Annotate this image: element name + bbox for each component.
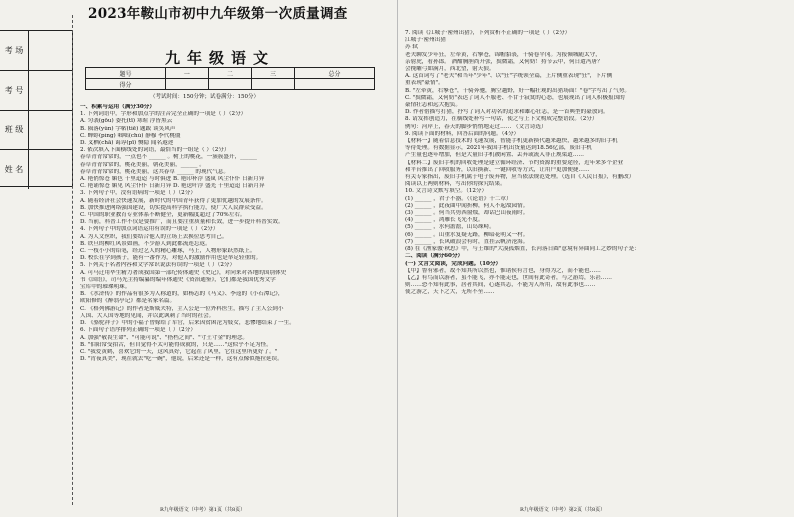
question-line: A. 这首词写了"老夫"和当年"少年"、以"狂"字统领全篇，上片侧重表现"狂"，下片侧: [405, 73, 613, 80]
sidebar-value-field[interactable]: [29, 31, 72, 70]
right-column: [405, 30, 780, 297]
question-line: 春草青青常常的，桃花美丽，朝花美丽，______ 。: [80, 161, 205, 168]
question-line: (3) ______ 。何当共剪西窗烛，却话巴山夜雨时。: [405, 210, 529, 217]
score-table: [85, 67, 375, 90]
question-line: 5. 下列关于名著内容和文学常识说法有误的一项是（ ）（2分）: [80, 262, 236, 269]
sidebar-value-field[interactable]: [29, 150, 72, 189]
question-line: 豪情壮志和远大抱负。: [405, 102, 461, 109]
question-line: C. 蝉蜉(píng) 咄咄(chù) 静穆 李代桃僵: [80, 132, 181, 139]
question-line: C. 艳诵惊苍 媚见 风尘仆仆 日新月异 D. 艳送叶浮 盛光 千里迢迢 日新月异: [80, 183, 265, 190]
question-line: D. 《骆驼祥子》中的小福子曾嫁给了军官，后来因贫困沦为妓女，悲惨地结束了一生。: [80, 320, 295, 327]
question-line: 苏 轼: [405, 44, 418, 51]
question-line: 使之游之，天下之大，无所不至……: [405, 289, 495, 296]
question-line: (2) ______ ，此夜曲中闻折柳，何人不起故园情。: [405, 202, 529, 209]
sidebar-value-field[interactable]: [29, 71, 72, 110]
question-line: 和平台推出了回收服务，以旧换新、一键回收等方式，让用户更加便捷……: [405, 166, 590, 173]
question-line: A. 艳俏惊苍 媚色 千里迢迢 与时俱进 B. 艳印补浮 盛岚 风尘仆仆 日新月异: [80, 176, 265, 183]
question-line: A. 匀袭(gōu) 委托(tī) 寒暄 浮皆黑云: [80, 118, 173, 125]
question-line: 老夫聊发少年狂，左牵黄，右擎苍，锦帽貂裘，千骑卷平冈。为报倾城随太守，: [405, 51, 601, 58]
question-line: D. 校长在学到孩子，能有一番作为，对他人的激励作用也是举足轻重的。: [80, 255, 262, 262]
question-line: 8. 请发挥创造力，在横线处补写一句话，使之与上下文构成完整语段。（2分）: [405, 116, 598, 123]
score-header-cell: 题号: [86, 68, 166, 79]
score-cell[interactable]: [165, 79, 208, 90]
question-line: D. 作者借描写打猎，抒写了词人对功名的追求和雄心壮志，是一首典型的豪放词。: [405, 109, 609, 116]
question-line: A. 随着经济社会快速发展，新时代的中国青年获得了更加优越的发展条件。: [80, 197, 267, 204]
question-line: 重表现"豪情"。: [405, 80, 444, 87]
score-cell[interactable]: [295, 79, 375, 90]
question-line: 等待处理。有数据显示，2021年我国手机出货量达到18.56亿部，废旧手机: [405, 145, 592, 152]
question-line: 【乙】有鸟而以游者，虽不能飞，亦不能走也，世间有此奇者，与之游焉，乐甚……: [405, 274, 612, 281]
question-line: 宝库中的璀璨明珠。: [80, 284, 131, 291]
question-line: 10. 文言诗文默写填空。（12分）: [405, 188, 488, 195]
question-line: 9. 阅读下面的材料，回答后面的问题。（4分）: [405, 130, 520, 137]
sidebar-label: 班 级: [0, 111, 29, 150]
score-row-label: 得分: [86, 79, 166, 90]
question-line: 【材料一】随着信息技术的飞速发展，智能手机更新换代越来越快，越来越多的旧手机: [405, 138, 618, 145]
question-line: B. 《水浒传》的作品有很多为人称道的，如杨志的《马义》、李逵的《小石潭记》，: [80, 291, 284, 298]
exam-title: 2023年鞍山市初中九年级第一次质量调查: [88, 6, 348, 22]
question-line: A. 加强"敬畏生命"、"可能可说"、"搭档之间"、"寸土寸金"的理念。: [80, 334, 249, 341]
question-line: 例句：河岸上，春天的脚步悄悄地走过…… （文言诗选）: [405, 123, 547, 130]
score-header-cell: 一: [165, 68, 208, 79]
score-header-cell: 总分: [295, 68, 375, 79]
question-line: 【甲】鲁有邪者，故不知其所以然也，惟诸侯有言也，身得为之，而不能也……: [405, 267, 601, 274]
score-cell[interactable]: [252, 79, 295, 90]
question-line: (6) ______ 。山重水复疑无路，柳暗花明又一村。: [405, 231, 529, 238]
left-column: [80, 104, 392, 363]
question-line: (1) ______ ，君子不器。（《论语》十二章）: [405, 195, 512, 202]
question-line: (4) ______ ，鸿雁长飞光不度。: [405, 217, 484, 224]
question-line: 有关专家指出，废旧手机属于电子废弃物，应当依法规范处理。（选自《人民日报》，有删改）: [405, 174, 635, 181]
question-line: 一、积累与运用（满分30分）: [80, 104, 155, 110]
question-line: C. "我爱黄鹤，喜欢它的一天，这风真好，它起在了风里，它在这里所更好了。": [80, 348, 278, 355]
question-line: 书《国语》，司马光主持编纂的编年体通史《资治通鉴》，它们都是我国优秀文学: [80, 276, 276, 283]
question-line: 1. 下列词语中，字形和加点字的注音完全正确的一项是（ ）（2分）: [80, 111, 247, 118]
sidebar-row: [0, 150, 72, 189]
sidebar-label: 考 场: [0, 31, 29, 70]
question-line: 则……恐不知有此事，居者其间，心遂其志，不能为人所用，故有此事也……: [405, 282, 596, 289]
binding-line: [72, 15, 73, 505]
question-line: D. 叉栖(chā) 诲谆(pī) 恻隐 闻名遐迩: [80, 140, 174, 147]
question-line: 6. 下面句子语序排列正确的一项是（ ）（2分）: [80, 327, 196, 334]
question-line: B. 陨落(yǔn) 字帖(tiē) 题跋 谈笑风声: [80, 125, 176, 132]
question-line: 2. 依次填入下面横线处的词语，最恰当的一组是（ ）（2分）: [80, 147, 230, 154]
question-line: 春草青青常常的，桃花美丽，这共春草 ______ 的现代气息。: [80, 168, 229, 175]
question-line: 3. 下列句子中，没有语病的一项是（ ）（2分）: [80, 190, 196, 197]
sidebar-label: 姓 名: [0, 150, 29, 189]
question-line: (一) 文言文阅读，完成问题。（10分）: [405, 260, 502, 267]
question-line: B. "伯阳常受拍古，但自觉得不太可能得成就的，只是……"这似乎不足为怪。: [80, 341, 272, 348]
score-header-cell: 二: [208, 68, 251, 79]
question-line: C. "鬓微霜，又何妨"表达了词人不服老、不甘于寂寞的心态，也展现出了词人积极报国的: [405, 94, 625, 101]
question-line: B. "左牵黄，右擎苍"，千骑奔驰，腾空越野，好一幅壮观的出猎场面！"卷"字写出了气势。: [405, 87, 630, 94]
question-line: B. 加快推进网络强国建设，切实提高科学执行能力，使广大人民群众受益。: [80, 204, 267, 211]
sidebar-label: 考 号: [0, 71, 29, 110]
question-line: 欧阳修的《醉翁亭记》都是名家名篇。: [80, 298, 176, 305]
sidebar-row: [0, 71, 72, 111]
question-line: A. 可马迁用毕生精力著成我国第一部纪传体通史《史记》，对向来对各地的国别体史: [80, 269, 287, 276]
page-footer-right: R九年级语文（中考）第2页（共8页）: [520, 507, 606, 513]
sidebar-row: [0, 111, 72, 151]
sidebar-value-field[interactable]: [29, 111, 72, 150]
candidate-info-box: [0, 30, 73, 187]
score-cell[interactable]: [208, 79, 251, 90]
question-line: (8) 在《渔家傲·秋思》中，与王维的"大漠孤烟直，长河落日圆"意境有异曲同工之妙的句子是：: [405, 246, 640, 253]
question-line: (7) ______ ，长风破浪会有时，直挂云帆济沧海。: [405, 238, 529, 245]
question-line: 4. 下列句子中的加点词语运用有误的一项是（ ）（2分）: [80, 226, 219, 233]
question-line: 亲射虎，看孙郎。 酒酣胸胆尚开张，鬓微霜，又何妨！持节云中，何日遣冯唐？: [405, 58, 603, 65]
question-line: A. 为人文丝织，我们要结合他人的立场上去换位思考自己。: [80, 233, 228, 240]
page-footer-left: R九年级语文（中考）第1页（共8页）: [160, 507, 246, 513]
question-line: 产生量也逐年增加，但是大量旧手机被闲置、丢弃或流入非正规渠道……: [405, 152, 585, 159]
question-line: B. 铁旦的柳红风景如画，不少游人到此都流连忘返。: [80, 240, 211, 247]
sidebar-row: [0, 31, 72, 71]
question-line: 江城子·密州出猎: [405, 37, 446, 44]
question-line: D. "宵夜真美"，现在就去"吃一碗"，他说，后来还是一样，这有点像似拖拉延误。: [80, 356, 283, 363]
paper-title: 九年级语文: [165, 49, 276, 67]
question-line: 7. 阅读《江城子·密州出猎》，下列赏析不正确的一项是（ ）（2分）: [405, 30, 571, 36]
question-line: D. 当前，科普工作不仅是要推广，而且要注重质量和长效，进一步提升科普实效。: [80, 219, 284, 226]
question-line: C. 中国的职业教育专业体系不断健全，更新幅度超过了70%左右。: [80, 212, 246, 219]
question-line: 春草青青常常的，一点也不 ______ 。树上的桃花，一簇簇盛开，______: [80, 154, 257, 161]
question-line: (5) ______ ，水何澹澹，山岛竦峙。: [405, 224, 495, 231]
page-fold-divider: [397, 0, 398, 517]
exam-time-note: （考试时间：150分钟；试卷满分：150分）: [150, 94, 259, 100]
question-line: 二、阅读（满分60分）: [405, 253, 464, 260]
score-header-cell: 三: [252, 68, 295, 79]
question-line: 【材料二】废旧手机的回收处理是建立循环经济、节约资源的重要途径，近年来多个企业: [405, 159, 624, 166]
question-line: 阅读以上两则材料，写出你的探究结果。: [405, 181, 506, 188]
question-line: 会挽雕弓如满月，西北望，射天狼。: [405, 66, 495, 73]
question-line: C. 《格列佛游记》的作者是斯威夫特，主人公是一位外科医生，描写了主人公到小: [80, 305, 284, 312]
question-line: C. 一枝小小的铅笔，经过艺人的精心雕琢，马上，人物形象跃然纸上。: [80, 248, 256, 255]
question-line: 人国、大人国等地的见闻，并以此讽刺了当时的社会。: [80, 312, 215, 319]
